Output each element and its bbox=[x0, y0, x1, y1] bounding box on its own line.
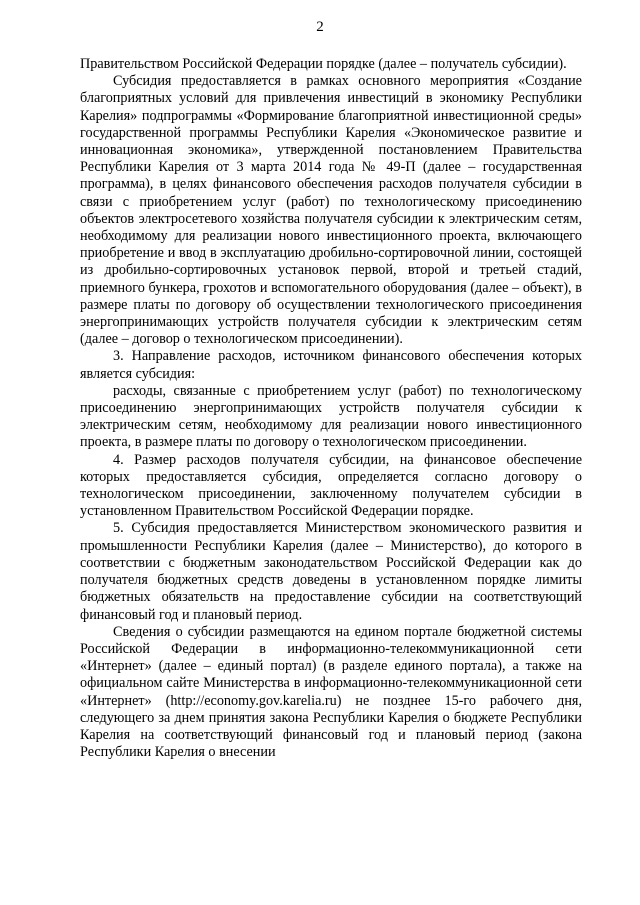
paragraph-subsidy-info: Сведения о субсидии размещаются на едином портале бюджетной системы Российской Федерации в информационно-телекоммуникационной сети «Интернет» (далее – единый портал) (в разделе единого портала), а также на официальном сайте Министерства в информационно-телекоммуникационной сети «Интернет» (http://economy.gov.karelia.ru) не позднее 15-го рабочего дня, следующего за днем принятия закона Республики Карелия о бюджете Республики Карелия на соответствующий финансовый год и плановый период (закона Республики Карелия о внесении bbox=[80, 623, 582, 761]
paragraph-item-5: 5. Субсидия предоставляется Министерством экономического развития и промышленности Республики Карелия (далее – Министерство), до которого в соответствии с бюджетным законодательством Российской Федерации как до получателя бюджетных средств доведены в установленном порядке лимиты бюджетных обязательств на предоставление субсидии на соответствующий финансовый год и плановый период. bbox=[80, 520, 582, 623]
paragraph-expense-direction: расходы, связанные с приобретением услуг (работ) по технологическому присоединению энергопринимающих устройств получателя субсидии к электрическим сетям, необходимому для реализации нового инвестиционного проекта, в размере платы по договору о технологическом присоединении. bbox=[80, 382, 582, 451]
document-body bbox=[80, 56, 582, 761]
paragraph-item-4: 4. Размер расходов получателя субсидии, на финансовое обеспечение которых предоставляется субсидия, определяется согласно договору о технологическом присоединении, заключенному получателем субсидии в установленном Правительством Российской Федерации порядке. bbox=[80, 451, 582, 520]
paragraph-subsidy-purpose: Субсидия предоставляется в рамках основного мероприятия «Создание благоприятных условий для привлечения инвестиций в экономику Республики Карелия» подпрограммы «Формирование благоприятной инвестиционной среды» государственной программы Республики Карелия «Экономическое развитие и инновационная экономика», утвержденной постановлением Правительства Республики Карелия от 3 марта 2014 года № 49-П (далее – государственная программа), в целях финансового обеспечения расходов получателя субсидии в связи с приобретением услуг (работ) по технологическому присоединению объектов электросетевого хозяйства получателя субсидии к электрическим сетям, необходимому для реализации нового инвестиционного проекта, включающего приобретение и ввод в эксплуатацию дробильно-сортировочной линии, состоящей из дробильно-сортировочных установок первой, второй и третьей стадий, приемного бункера, грохотов и вспомогательного оборудования (далее – объект), в размере платы по договору об осуществлении технологического присоединения энергопринимающих устройств получателя субсидии к электрическим сетям (далее – договор о технологическом присоединении). bbox=[80, 73, 582, 348]
page-number: 2 bbox=[316, 19, 324, 35]
paragraph-item-3: 3. Направление расходов, источником финансового обеспечения которых является субсидия: bbox=[80, 348, 582, 382]
paragraph-continuation: Правительством Российской Федерации порядке (далее – получатель субсидии). bbox=[80, 56, 567, 72]
